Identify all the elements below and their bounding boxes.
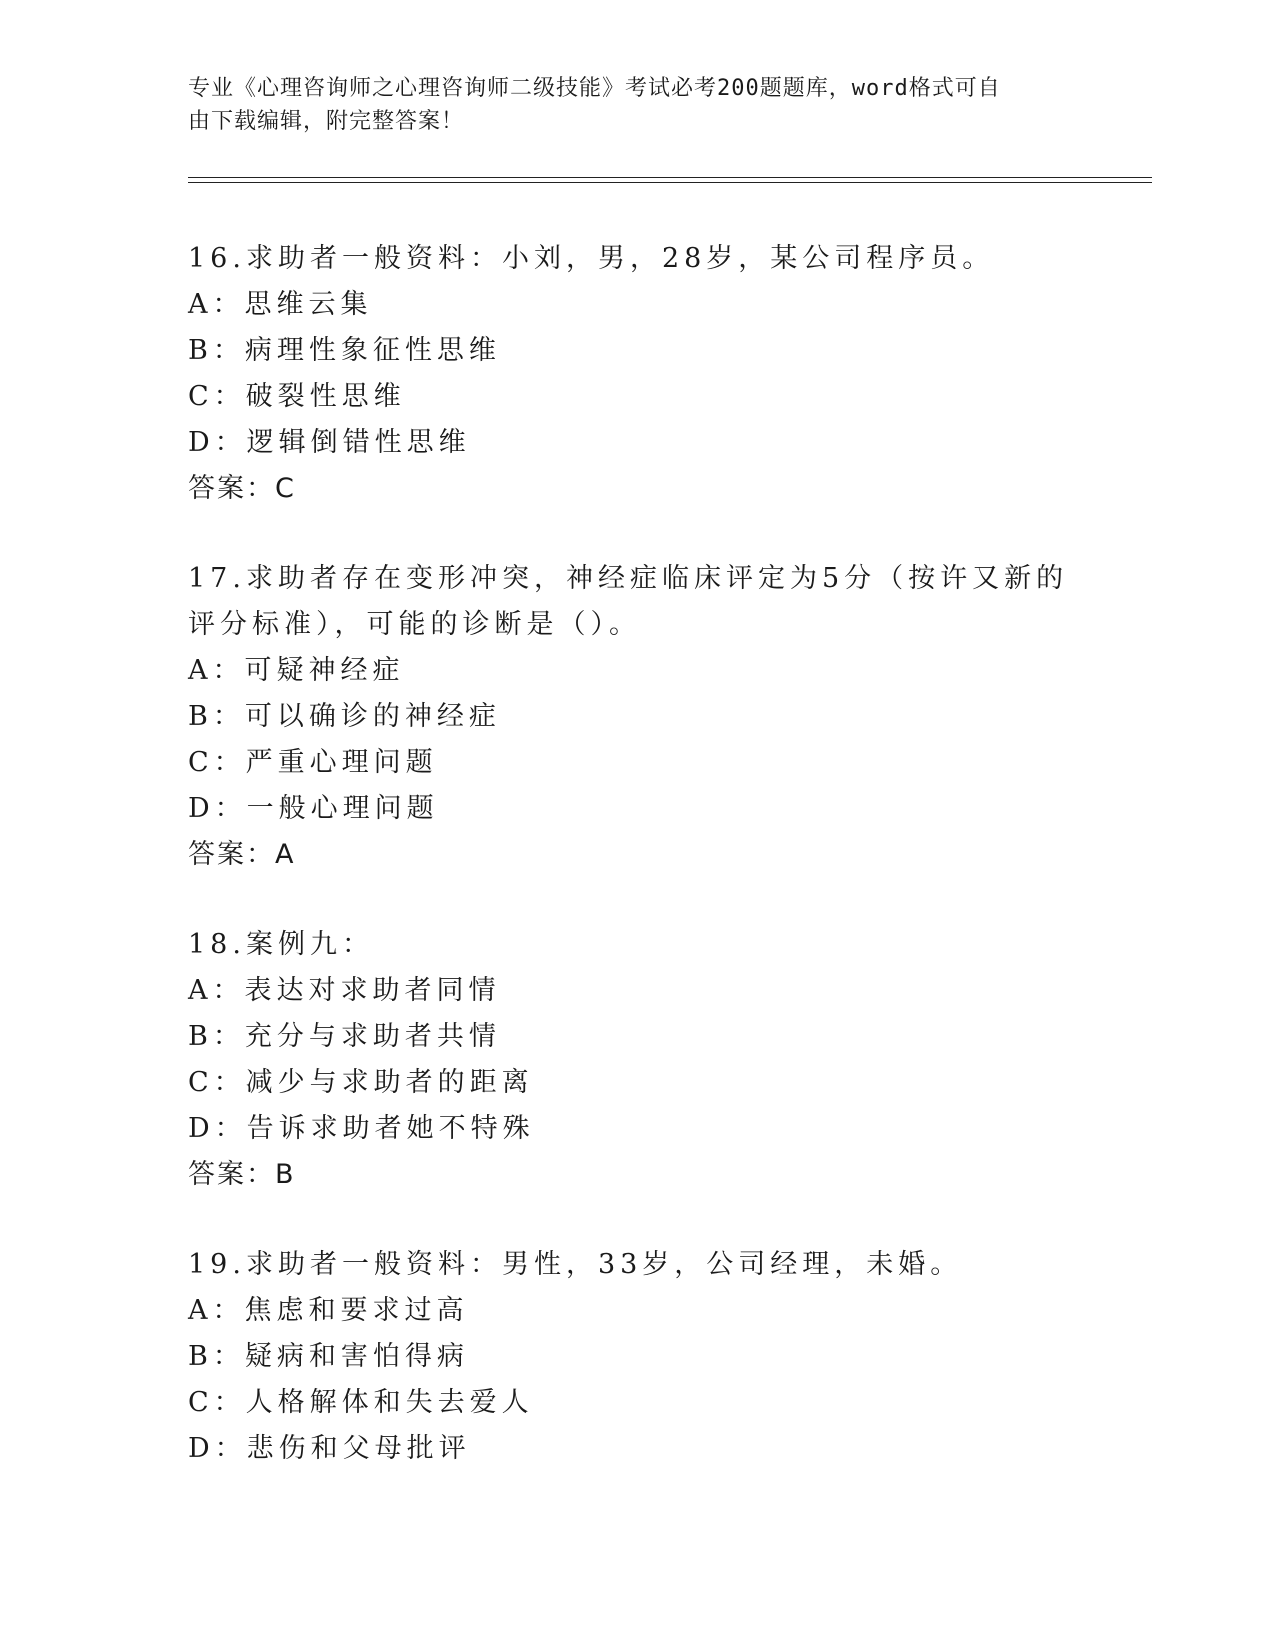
question-stem: 18.案例九：	[188, 929, 374, 960]
option-d: D：一般心理问题	[188, 793, 439, 824]
option-a: A：思维云集	[188, 289, 373, 320]
option-d: D：告诉求助者她不特殊	[188, 1113, 535, 1144]
question-list	[188, 236, 1088, 1516]
question-16	[188, 236, 1088, 512]
option-c: C：严重心理问题	[188, 747, 438, 778]
question-stem: 17.求助者存在变形冲突，神经症临床评定为5分（按许又新的评分标准），可能的诊断是（）。	[188, 563, 1069, 640]
option-c: C：减少与求助者的距离	[188, 1067, 534, 1098]
question-stem: 19.求助者一般资料：男性，33岁，公司经理，未婚。	[188, 1249, 963, 1280]
answer-line: 答案：C	[188, 473, 296, 504]
question-18	[188, 922, 1088, 1198]
header-line-2: 由下载编辑，附完整答案！	[188, 109, 465, 134]
option-b: B：病理性象征性思维	[188, 335, 501, 366]
option-d: D：逻辑倒错性思维	[188, 427, 471, 458]
option-b: B：疑病和害怕得病	[188, 1341, 469, 1372]
option-a: A：表达对求助者同情	[188, 975, 501, 1006]
question-17	[188, 556, 1088, 878]
header-line-1: 专业《心理咨询师之心理咨询师二级技能》考试必考200题题库，word格式可自	[188, 76, 1001, 101]
option-c: C：破裂性思维	[188, 381, 406, 412]
answer-line: 答案：B	[188, 1159, 296, 1190]
option-d: D：悲伤和父母批评	[188, 1433, 471, 1464]
option-b: B：充分与求助者共情	[188, 1021, 501, 1052]
option-c: C：人格解体和失去爱人	[188, 1387, 534, 1418]
question-stem: 16.求助者一般资料：小刘，男，28岁，某公司程序员。	[188, 243, 995, 274]
answer-line: 答案：A	[188, 839, 296, 870]
document-header	[188, 72, 1078, 138]
header-divider-bottom	[188, 182, 1152, 183]
header-divider-top	[188, 177, 1152, 178]
question-19	[188, 1242, 1088, 1472]
option-a: A：焦虑和要求过高	[188, 1295, 469, 1326]
option-a: A：可疑神经症	[188, 655, 405, 686]
option-b: B：可以确诊的神经症	[188, 701, 501, 732]
